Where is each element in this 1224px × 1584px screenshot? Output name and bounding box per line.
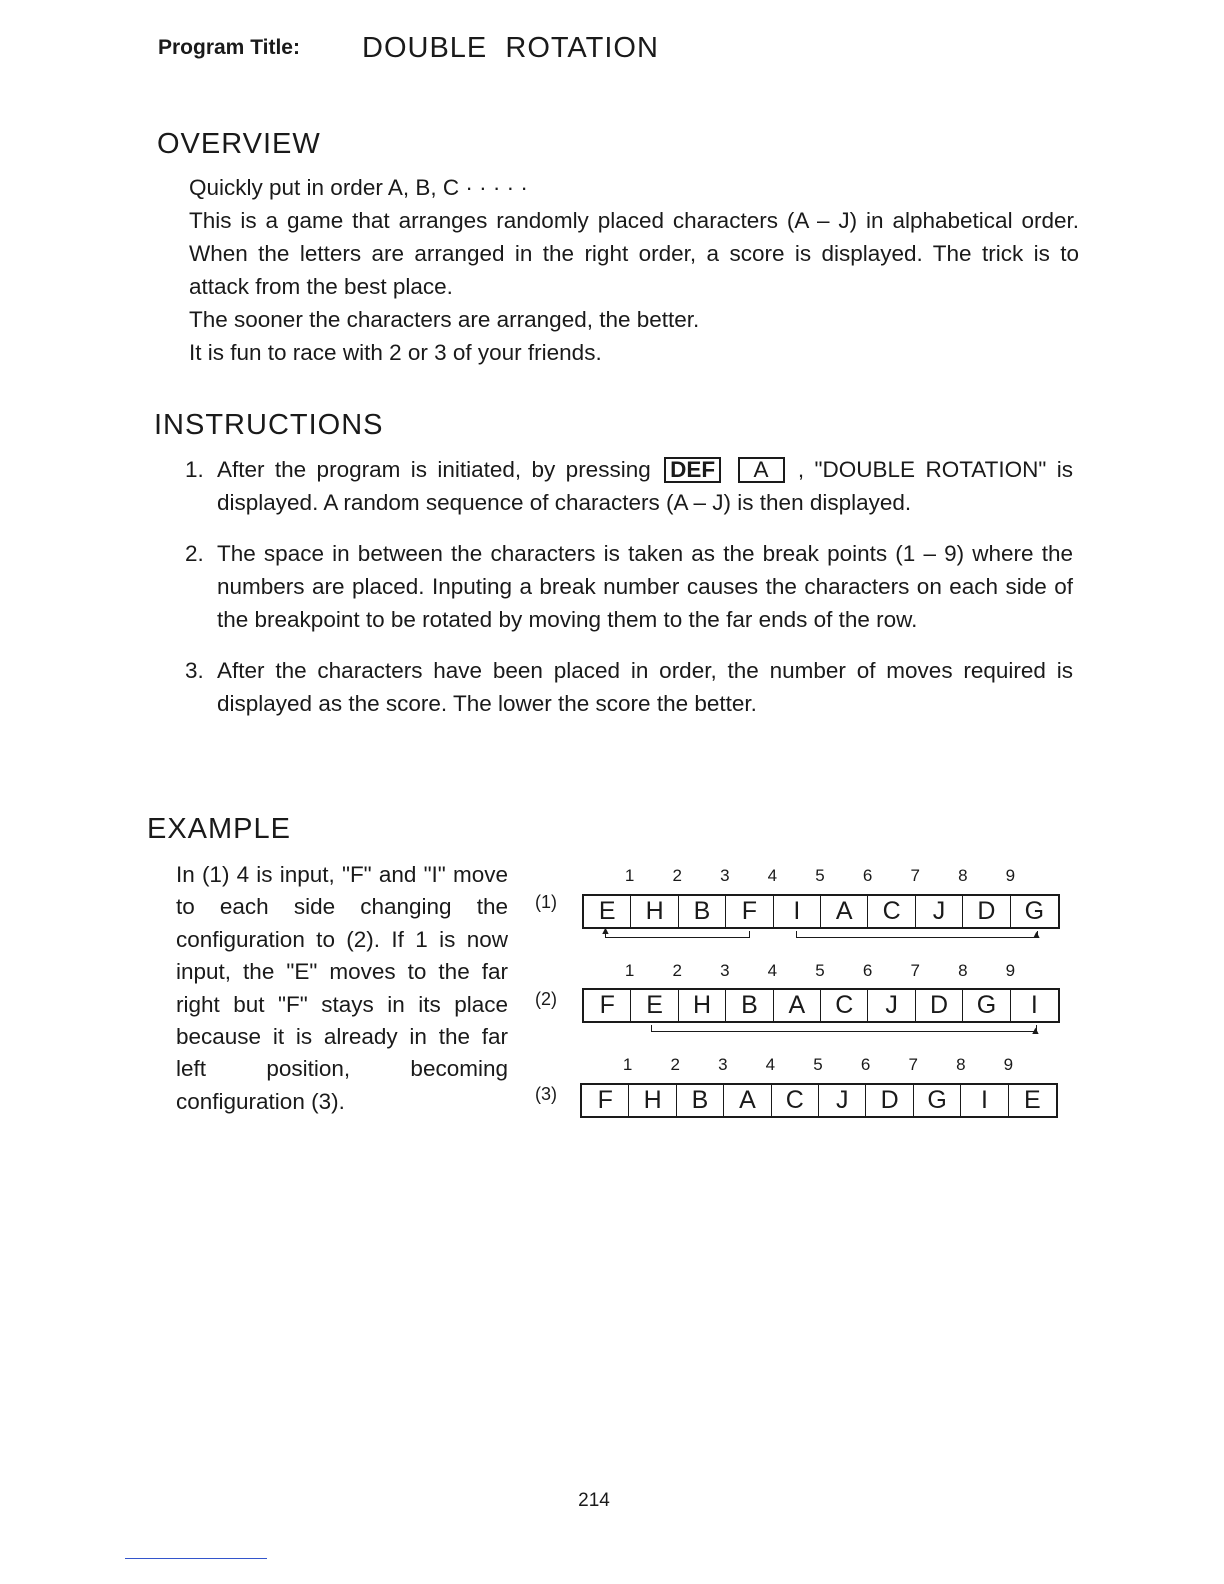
character-cell: I [961,1085,1008,1116]
example-row-label: (2) [535,989,557,1009]
character-cell: A [821,896,868,927]
character-cell: F [582,1085,629,1116]
overview-section [189,171,1079,369]
break-number: 3 [718,1055,728,1074]
character-cell: H [629,1085,676,1116]
break-number: 5 [815,866,825,885]
break-number: 6 [862,961,873,980]
footer-rule [125,1558,267,1559]
character-cell: C [868,896,915,927]
character-row-1 [582,894,1060,929]
character-cell: F [726,896,773,927]
break-number: 4 [765,1055,776,1074]
break-number: 2 [672,866,682,885]
character-cell: F [584,990,631,1021]
character-cell: B [677,1085,724,1116]
character-cell: C [772,1085,819,1116]
break-number: 5 [815,961,825,980]
instruction-number: 3. [185,658,204,683]
instruction-item [185,654,1073,720]
instructions-heading: INSTRUCTIONS [154,409,384,441]
break-number: 4 [767,961,778,980]
break-number: 7 [910,961,920,980]
break-number: 7 [910,866,920,885]
up-arrow-icon: ▲ [1031,929,1042,941]
character-cell: D [866,1085,913,1116]
instruction-text: After the characters have been placed in order, the number of moves required is displayed as the score. The lower the score the better. [217,658,1073,716]
break-number: 9 [1003,1055,1014,1074]
character-cell: I [774,896,821,927]
rotation-bracket-right [796,931,1038,938]
def-key: DEF [664,457,721,483]
character-cell: H [631,896,678,927]
break-numbers [582,961,1060,981]
overview-paragraph: It is fun to race with 2 or 3 of your friends. [189,340,602,365]
character-cell: J [868,990,915,1021]
instruction-text: , "DOUBLE ROTATION" is displayed. A random sequence of characters (A – J) is then displayed. [217,457,1073,515]
character-cell: I [1030,991,1038,1019]
break-number: 6 [860,1055,871,1074]
up-arrow-icon: ▲ [600,925,611,937]
program-title-label: Program Title: [158,36,300,59]
overview-paragraph: Quickly put in order A, B, C · · · · · [189,175,528,200]
break-number: 1 [624,866,635,885]
instruction-text: The space in between the characters is taken as the break points (1 – 9) where the numbers are placed. Inputing a break number causes the characters on each side of the breakpoint to be rotated by moving them to the far ends of the row. [217,541,1073,632]
break-numbers [580,1055,1058,1075]
instruction-number: 1. [185,457,204,482]
break-number: 2 [670,1055,680,1074]
break-number: 8 [958,866,968,885]
instruction-item [185,453,1073,519]
rotation-bracket-left [605,931,750,938]
character-cell: A [724,1085,771,1116]
break-number: 8 [956,1055,966,1074]
rotation-bracket [651,1025,1037,1032]
character-cell: D [916,990,963,1021]
overview-heading: OVERVIEW [157,128,321,160]
up-arrow-icon: ▲ [1030,1025,1041,1037]
example-row-label: (1) [535,892,557,912]
program-title: DOUBLE ROTATION [362,32,659,64]
instruction-text: After the program is initiated, by pressing [217,457,651,482]
break-number: 6 [862,866,873,885]
character-cell: E [631,990,678,1021]
character-cell: G [963,990,1010,1021]
example-heading: EXAMPLE [147,813,291,845]
character-row-2 [582,988,1060,1023]
example-row-label: (3) [535,1084,557,1104]
break-number: 2 [672,961,682,980]
break-number: 9 [1005,961,1016,980]
a-key: A [738,457,785,483]
break-number: 3 [720,866,730,885]
character-cell: E [1024,1086,1041,1114]
break-number: 3 [720,961,730,980]
break-number: 7 [908,1055,918,1074]
instruction-item [185,537,1073,636]
character-cell: G [914,1085,961,1116]
break-number: 9 [1005,866,1016,885]
character-cell: B [679,896,726,927]
instructions-list [185,453,1073,720]
overview-paragraph: This is a game that arranges randomly placed characters (A – J) in alphabetical order. When the letters are arranged in the right order, a score is displayed. The trick is to attack from the best place. [189,208,1079,299]
character-cell: A [774,990,821,1021]
break-number: 1 [624,961,635,980]
character-cell: J [916,896,963,927]
overview-paragraph: The sooner the characters are arranged, the better. [189,307,700,332]
character-cell: G [1024,897,1045,925]
character-cell: J [819,1085,866,1116]
example-description: In (1) 4 is input, "F" and "I" move to each side changing the configuration to (2). If 1 is now input, the "E" moves to the far right but "F" stays in its place because it is already in the far left position, becoming configuration (3). [176,862,508,1114]
break-numbers [582,866,1060,886]
character-cell: C [821,990,868,1021]
break-number: 5 [813,1055,823,1074]
break-number: 4 [767,866,778,885]
character-cell: D [963,896,1010,927]
character-row-3 [580,1083,1058,1118]
page-number: 214 [578,1490,610,1511]
break-number: 1 [622,1055,633,1074]
break-number: 8 [958,961,968,980]
character-cell: E [584,896,631,927]
instruction-number: 2. [185,541,204,566]
character-cell: H [679,990,726,1021]
character-cell: B [726,990,773,1021]
